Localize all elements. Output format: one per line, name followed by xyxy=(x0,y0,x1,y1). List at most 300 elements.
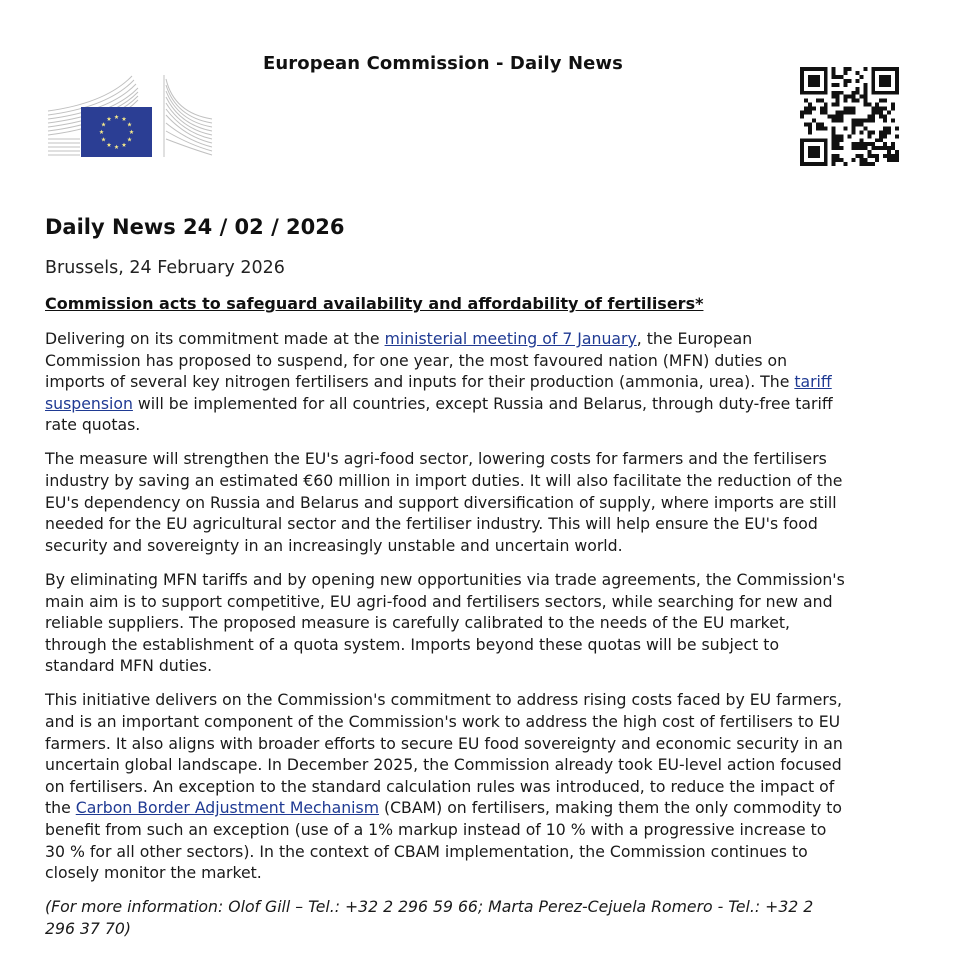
qr-module xyxy=(820,107,824,111)
qr-module xyxy=(863,67,867,71)
qr-module xyxy=(867,103,871,107)
qr-module xyxy=(879,115,883,119)
text-line xyxy=(45,918,925,940)
qr-module xyxy=(808,154,812,158)
text-line xyxy=(45,754,925,776)
qr-module xyxy=(887,126,891,130)
qr-module xyxy=(855,146,859,150)
qr-module xyxy=(891,91,895,95)
qr-module xyxy=(851,142,855,146)
qr-module xyxy=(836,75,840,79)
qr-module xyxy=(812,107,816,111)
qr-module xyxy=(879,99,883,103)
qr-module xyxy=(804,67,808,71)
text-line xyxy=(45,776,925,798)
qr-module xyxy=(800,150,804,154)
qr-module xyxy=(895,79,899,83)
qr-module xyxy=(804,99,808,103)
qr-module xyxy=(891,158,895,162)
qr-module xyxy=(875,107,879,111)
text-line xyxy=(45,448,925,470)
qr-module xyxy=(859,158,863,162)
text-line xyxy=(45,328,925,350)
header-title: European Commission - Daily News xyxy=(263,53,623,74)
qr-module xyxy=(816,79,820,83)
text-line xyxy=(45,492,925,514)
qr-module xyxy=(828,115,832,119)
text-segment: main aim is to support competitive, EU agri-food and fertilisers sectors, while searching for new and xyxy=(45,591,833,611)
qr-module xyxy=(832,154,836,158)
qr-module xyxy=(824,107,828,111)
text-line xyxy=(45,513,925,535)
qr-module xyxy=(840,75,844,79)
qr-module xyxy=(812,150,816,154)
qr-module xyxy=(879,67,883,71)
qr-module xyxy=(848,134,852,138)
qr-module xyxy=(840,146,844,150)
qr-module xyxy=(855,71,859,75)
qr-module xyxy=(883,91,887,95)
qr-module xyxy=(812,162,816,166)
qr-module xyxy=(832,146,836,150)
qr-module xyxy=(812,154,816,158)
qr-module xyxy=(863,83,867,87)
qr-module xyxy=(851,107,855,111)
qr-module xyxy=(883,75,887,79)
text-segment: needed for the EU agricultural sector and the fertiliser industry. This will help ensure the EU's food xyxy=(45,514,818,534)
qr-module xyxy=(824,138,828,142)
qr-module xyxy=(832,95,836,99)
text-segment: the xyxy=(45,798,76,818)
qr-module xyxy=(887,150,891,154)
qr-module xyxy=(832,158,836,162)
qr-module xyxy=(879,134,883,138)
text-line xyxy=(45,350,925,372)
qr-module xyxy=(800,71,804,75)
qr-module xyxy=(879,111,883,115)
qr-module xyxy=(859,146,863,150)
document-title: Daily News 24 / 02 / 2026 xyxy=(45,215,345,239)
qr-module xyxy=(859,162,863,166)
qr-module xyxy=(863,99,867,103)
qr-module xyxy=(863,146,867,150)
text-segment: This initiative delivers on the Commission's commitment to address rising costs faced by EU farmers, xyxy=(45,690,842,710)
qr-module xyxy=(824,91,828,95)
qr-module xyxy=(895,158,899,162)
qr-module xyxy=(883,146,887,150)
inline-link[interactable]: tariff xyxy=(794,372,832,392)
qr-module xyxy=(855,87,859,91)
qr-module xyxy=(816,99,820,103)
text-segment: (CBAM) on fertilisers, making them the only commodity to xyxy=(379,798,843,818)
qr-module xyxy=(840,134,844,138)
text-segment: 30 % for all other sectors). In the context of CBAM implementation, the Commission continues to xyxy=(45,841,808,861)
qr-module xyxy=(812,79,816,83)
qr-module xyxy=(808,146,812,150)
text-line xyxy=(45,655,925,677)
text-segment: By eliminating MFN tariffs and by opening new opportunities via trade agreements, the Commission's xyxy=(45,569,845,589)
qr-module xyxy=(887,158,891,162)
contact-info xyxy=(45,896,925,939)
qr-module xyxy=(859,130,863,134)
qr-module xyxy=(820,138,824,142)
qr-module xyxy=(883,142,887,146)
qr-module xyxy=(848,67,852,71)
qr-module xyxy=(808,150,812,154)
text-segment: , the European xyxy=(636,329,753,348)
text-segment: on fertilisers. An exception to the standard calculation rules was introduced, to reduce the impact of xyxy=(45,776,835,796)
qr-module xyxy=(855,118,859,122)
qr-module xyxy=(879,107,883,111)
qr-module xyxy=(891,67,895,71)
qr-module xyxy=(824,83,828,87)
text-line xyxy=(45,634,925,656)
text-segment: industry by saving an estimated €60 million in import duties. It will also facilitate the reduction of the xyxy=(45,471,843,491)
qr-module xyxy=(832,75,836,79)
text-segment: farmers. It also aligns with broader efforts to secure EU food sovereignty and economic security in an xyxy=(45,733,843,753)
qr-module xyxy=(804,122,808,126)
inline-link[interactable]: Carbon Border Adjustment Mechanism xyxy=(75,798,379,818)
qr-module xyxy=(820,111,824,115)
text-segment: The measure will strengthen the EU's agri-food sector, lowering costs for farmers and the fertilisers xyxy=(45,449,827,469)
qr-module xyxy=(824,154,828,158)
qr-module xyxy=(875,111,879,115)
qr-module xyxy=(871,111,875,115)
qr-module xyxy=(859,138,863,142)
text-line xyxy=(45,612,925,634)
qr-module xyxy=(851,126,855,130)
qr-module xyxy=(859,142,863,146)
qr-module xyxy=(844,95,848,99)
qr-module xyxy=(848,95,852,99)
text-line xyxy=(45,569,925,591)
qr-module xyxy=(832,118,836,122)
qr-module xyxy=(883,118,887,122)
qr-module xyxy=(883,67,887,71)
qr-module xyxy=(883,126,887,130)
qr-module xyxy=(804,107,808,111)
text-line xyxy=(45,393,925,415)
qr-module xyxy=(808,138,812,142)
qr-module xyxy=(863,158,867,162)
qr-module xyxy=(832,142,836,146)
qr-module xyxy=(871,118,875,122)
qr-module xyxy=(812,91,816,95)
qr-module xyxy=(812,83,816,87)
qr-module xyxy=(812,138,816,142)
qr-module xyxy=(855,142,859,146)
qr-module xyxy=(871,162,875,166)
text-segment: imports of several key nitrogen fertilisers and inputs for their production (ammonia, urea). The xyxy=(45,372,795,392)
qr-module xyxy=(832,67,836,71)
qr-module xyxy=(808,83,812,87)
text-segment: EU's dependency on Russia and Belarus and support diversification of supply, where imports are still xyxy=(45,492,837,512)
qr-module xyxy=(836,146,840,150)
qr-module xyxy=(859,154,863,158)
text-segment: 296 37 70) xyxy=(45,918,131,938)
qr-module xyxy=(840,118,844,122)
qr-module xyxy=(871,83,875,87)
qr-module xyxy=(832,138,836,142)
qr-module xyxy=(851,122,855,126)
qr-module xyxy=(804,138,808,142)
qr-code-icon[interactable] xyxy=(800,67,899,166)
qr-module xyxy=(844,71,848,75)
qr-module xyxy=(800,146,804,150)
qr-module xyxy=(887,91,891,95)
qr-module xyxy=(863,95,867,99)
article-paragraph xyxy=(45,689,925,883)
qr-module xyxy=(800,87,804,91)
qr-module xyxy=(836,154,840,158)
text-line xyxy=(45,371,925,393)
qr-module xyxy=(844,67,848,71)
text-line xyxy=(45,414,925,436)
text-line xyxy=(45,797,925,819)
qr-module xyxy=(895,67,899,71)
qr-module xyxy=(808,67,812,71)
qr-module xyxy=(804,91,808,95)
text-line xyxy=(45,591,925,613)
qr-module xyxy=(832,91,836,95)
qr-module xyxy=(800,111,804,115)
qr-module xyxy=(812,146,816,150)
qr-module xyxy=(832,103,836,107)
qr-module xyxy=(808,126,812,130)
qr-module xyxy=(891,146,895,150)
qr-module xyxy=(808,75,812,79)
qr-module xyxy=(804,162,808,166)
qr-module xyxy=(836,91,840,95)
qr-module xyxy=(816,150,820,154)
qr-module xyxy=(883,115,887,119)
qr-module xyxy=(844,99,848,103)
qr-module xyxy=(820,122,824,126)
eu-flag-icon xyxy=(81,107,152,157)
inline-link[interactable]: suspension xyxy=(45,393,133,413)
qr-module xyxy=(808,103,812,107)
qr-module xyxy=(895,75,899,79)
qr-module xyxy=(891,103,895,107)
qr-module xyxy=(812,67,816,71)
text-segment: Delivering on its commitment made at the xyxy=(45,329,385,348)
article-paragraph xyxy=(45,448,925,556)
text-line xyxy=(45,470,925,492)
text-segment: benefit from such an exception (use of a 1% markup instead of 10 % with a progressive increase to xyxy=(45,819,827,839)
qr-module xyxy=(895,154,899,158)
qr-module xyxy=(800,79,804,83)
qr-module xyxy=(895,126,899,130)
qr-module xyxy=(887,75,891,79)
qr-module xyxy=(836,142,840,146)
qr-module xyxy=(800,75,804,79)
qr-module xyxy=(836,134,840,138)
qr-module xyxy=(867,142,871,146)
qr-module xyxy=(887,154,891,158)
text-segment: through the establishment of a quota system. Imports beyond these quotas will be subject to xyxy=(45,634,780,654)
qr-module xyxy=(840,158,844,162)
qr-module xyxy=(875,67,879,71)
qr-module xyxy=(863,162,867,166)
qr-module xyxy=(879,91,883,95)
qr-module xyxy=(836,103,840,107)
qr-module xyxy=(859,122,863,126)
text-segment: security and sovereignty in an increasingly unstable and uncertain world. xyxy=(45,535,623,555)
qr-module xyxy=(867,134,871,138)
qr-module xyxy=(836,111,840,115)
qr-module xyxy=(832,134,836,138)
qr-module xyxy=(832,71,836,75)
qr-module xyxy=(851,158,855,162)
qr-module xyxy=(859,75,863,79)
text-segment: standard MFN duties. xyxy=(45,656,213,676)
article-headline: Commission acts to safeguard availability and affordability of fertilisers* xyxy=(45,294,704,313)
text-line xyxy=(45,689,925,711)
qr-module xyxy=(836,95,840,99)
qr-module xyxy=(832,162,836,166)
qr-module xyxy=(855,122,859,126)
european-commission-logo xyxy=(46,73,214,159)
qr-module xyxy=(844,126,848,130)
text-line xyxy=(45,535,925,557)
qr-module xyxy=(891,142,895,146)
text-segment: Commission has proposed to suspend, for one year, the most favoured nation (MFN) duties on xyxy=(45,350,788,370)
building-right-icon xyxy=(164,75,212,157)
qr-module xyxy=(808,122,812,126)
text-line xyxy=(45,819,925,841)
text-line xyxy=(45,733,925,755)
qr-module xyxy=(840,111,844,115)
qr-module xyxy=(836,158,840,162)
qr-module xyxy=(891,154,895,158)
qr-module xyxy=(863,91,867,95)
qr-module xyxy=(875,158,879,162)
qr-module xyxy=(800,67,804,71)
qr-module xyxy=(816,91,820,95)
qr-module xyxy=(820,67,824,71)
qr-module xyxy=(816,126,820,130)
qr-module xyxy=(836,138,840,142)
article-body xyxy=(45,328,925,952)
qr-module xyxy=(887,79,891,83)
inline-link[interactable]: ministerial meeting of 7 January xyxy=(384,329,637,348)
qr-module xyxy=(836,115,840,119)
qr-module xyxy=(804,111,808,115)
qr-module xyxy=(875,138,879,142)
qr-module xyxy=(871,130,875,134)
qr-module xyxy=(848,111,852,115)
qr-module xyxy=(879,79,883,83)
qr-module xyxy=(832,130,836,134)
qr-module xyxy=(844,83,848,87)
qr-module xyxy=(863,87,867,91)
qr-module xyxy=(816,75,820,79)
qr-module xyxy=(895,71,899,75)
qr-module xyxy=(816,146,820,150)
text-segment: (For more information: Olof Gill – Tel.: +32 2 296 59 66; Marta Perez-Cejuela Romero - Tel.: +32 2 xyxy=(45,897,814,917)
qr-module xyxy=(836,118,840,122)
qr-module xyxy=(863,126,867,130)
qr-module xyxy=(851,130,855,134)
text-segment: closely monitor the market. xyxy=(45,863,262,883)
qr-module xyxy=(883,79,887,83)
qr-module xyxy=(867,162,871,166)
qr-module xyxy=(887,83,891,87)
qr-module xyxy=(863,142,867,146)
qr-module xyxy=(816,122,820,126)
qr-module xyxy=(820,162,824,166)
qr-module xyxy=(851,99,855,103)
qr-module xyxy=(879,138,883,142)
qr-module xyxy=(855,91,859,95)
qr-module xyxy=(808,162,812,166)
qr-module xyxy=(867,115,871,119)
qr-module xyxy=(824,158,828,162)
qr-module xyxy=(859,95,863,99)
qr-module xyxy=(855,99,859,103)
qr-module xyxy=(820,99,824,103)
text-line xyxy=(45,896,925,918)
article-paragraph xyxy=(45,569,925,677)
qr-module xyxy=(871,142,875,146)
text-segment: will be implemented for all countries, except Russia and Belarus, through duty-free tariff xyxy=(132,393,833,413)
qr-module xyxy=(832,83,836,87)
text-line xyxy=(45,711,925,733)
qr-module xyxy=(883,134,887,138)
qr-module xyxy=(816,83,820,87)
qr-module xyxy=(895,91,899,95)
qr-module xyxy=(848,107,852,111)
qr-module xyxy=(863,103,867,107)
qr-module xyxy=(879,146,883,150)
qr-module xyxy=(808,79,812,83)
qr-module xyxy=(824,142,828,146)
text-line xyxy=(45,841,925,863)
qr-module xyxy=(800,154,804,158)
qr-module xyxy=(800,142,804,146)
qr-module xyxy=(851,91,855,95)
qr-module xyxy=(800,91,804,95)
qr-module xyxy=(820,126,824,130)
qr-module xyxy=(871,107,875,111)
qr-module xyxy=(895,87,899,91)
qr-module xyxy=(887,130,891,134)
qr-module xyxy=(875,91,879,95)
qr-module xyxy=(824,79,828,83)
qr-module xyxy=(824,75,828,79)
text-segment: and is an important component of the Commission's work to address the high cost of fertilisers to EU xyxy=(45,712,841,731)
qr-module xyxy=(895,83,899,87)
qr-module xyxy=(812,75,816,79)
qr-module xyxy=(808,107,812,111)
qr-module xyxy=(824,150,828,154)
qr-module xyxy=(875,146,879,150)
qr-module xyxy=(855,79,859,83)
qr-module xyxy=(887,67,891,71)
qr-module xyxy=(844,162,848,166)
qr-module xyxy=(883,154,887,158)
qr-module xyxy=(824,67,828,71)
qr-module xyxy=(800,162,804,166)
qr-module xyxy=(871,115,875,119)
qr-module xyxy=(879,130,883,134)
qr-module xyxy=(832,126,836,130)
qr-module xyxy=(891,118,895,122)
qr-module xyxy=(887,146,891,150)
qr-module xyxy=(879,75,883,79)
qr-module xyxy=(820,91,824,95)
text-segment: rate quotas. xyxy=(45,415,141,435)
